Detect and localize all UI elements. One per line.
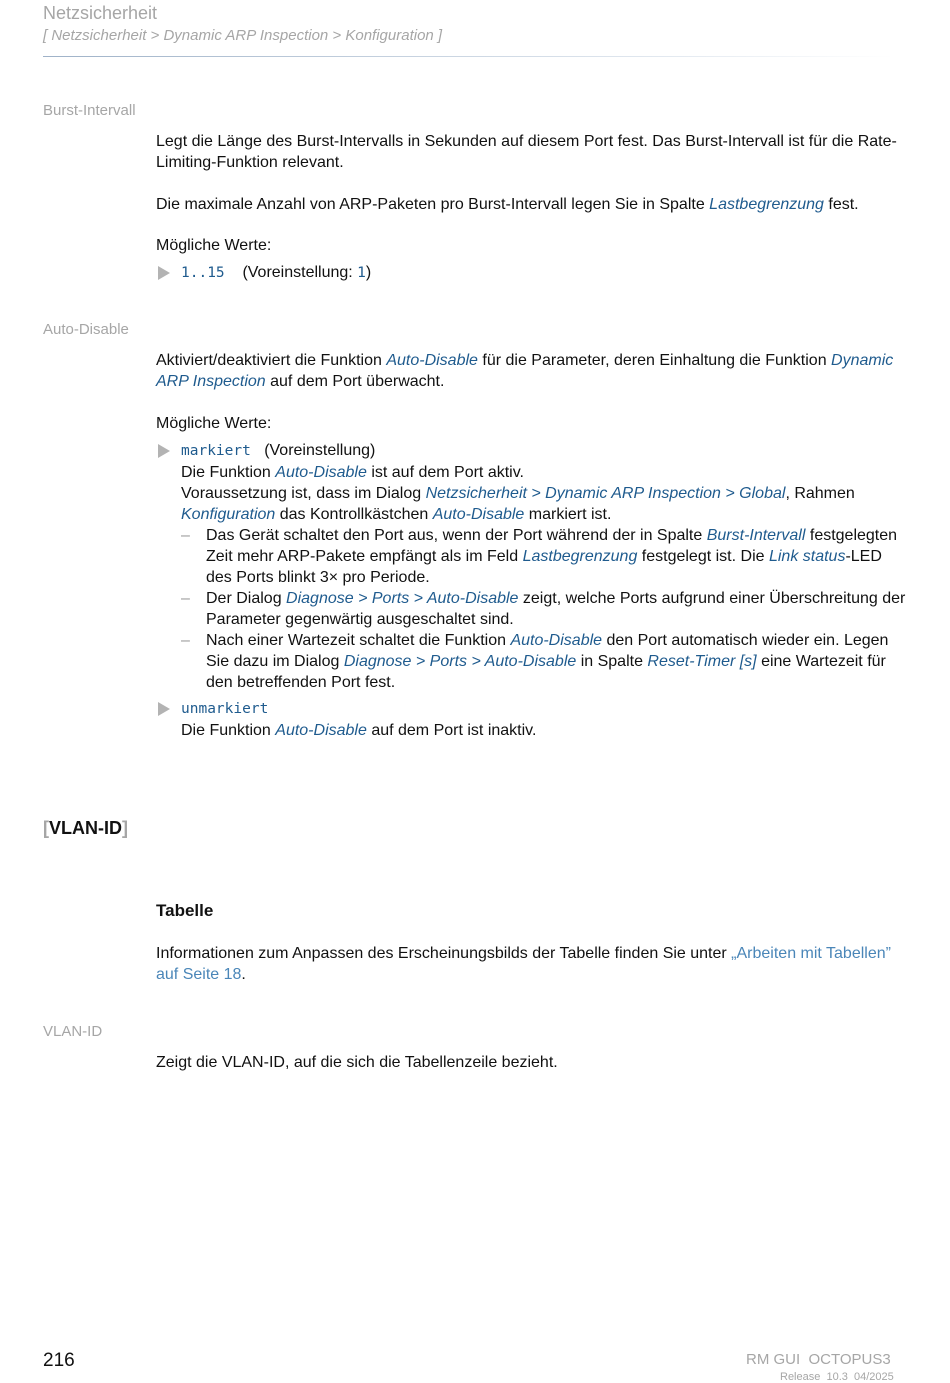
burst-interval-paragraph-2: Die maximale Anzahl von ARP-Paketen pro Burst-Intervall legen Sie in Spalte Lastbegrenzung fest. (156, 196, 859, 213)
breadcrumb: [ Netzsicherheit > Dynamic ARP Inspection > Konfiguration ] (43, 27, 443, 44)
vlan-id-description: Zeigt die VLAN-ID, auf die sich die Tabellenzeile bezieht. (156, 1054, 558, 1071)
auto-disable-paragraph: Aktiviert/deaktiviert die Funktion Auto-Disable für die Parameter, deren Einhaltung die Funktion Dynamic ARP Inspection auf dem Port überwacht. (156, 352, 894, 390)
dash-item-1: – Das Gerät schaltet den Port aus, wenn der Port während der in Spalte Burst-Intervall festgelegten Zeit mehr ARP-Pakete empfängt als im Feld Lastbegrenzung festgelegt ist. Die Link status-LED des Ports blinkt 3× pro Periode. (181, 527, 898, 586)
possible-values-label: Mögliche Werte: (156, 415, 272, 432)
table-heading: Tabelle (156, 901, 214, 920)
footer-release: Release 10.3 04/2025 (780, 1371, 894, 1383)
value-bullet-unmarked (156, 698, 912, 741)
value-bullet-marked: markiert (Voreinstellung) Die Funktion Auto-Disable ist auf dem Port aktiv. Voraussetzung ist, dass im Dialog Netzsicherheit > Dynamic ARP Inspection > Global, Rahmen Konfiguration das Kontrollkästchen Auto-Disable markiert ist. – Das Gerät schaltet den Port aus, wenn der Port während der in Spalte Burst-Intervall festgelegten Zeit mehr ARP-Pakete empfängt als im Feld Lastbegrenzung festgelegt ist. Die Link status-LED des Ports blinkt 3× pro Periode. – Der Dialog Diagnose > Ports > Auto-Disable zeigt, welche Ports aufgrund einer Überschreitung der Parameter gegenwärtig ausgeschaltet sind. – Nach einer Wartezeit schaltet die Funktion Auto-Disable den Port automatisch wieder ein. Legen Sie dazu im Dialog Diagnose > Ports > Auto-Disable in Spalte Reset-Timer [s] eine Wartezeit für den betreffenden Port fest. (156, 440, 912, 693)
header-divider (43, 56, 893, 57)
default-value: 1 (357, 265, 366, 281)
ref-lastbegrenzung: Lastbegrenzung (709, 196, 824, 213)
marked-line-2: Voraussetzung ist, dass im Dialog Netzsicherheit > Dynamic ARP Inspection > Global, Rahmen Konfiguration das Kontrollkästchen Auto-Disable markiert ist. (181, 485, 855, 523)
auto-disable-description (156, 350, 912, 741)
footer-doc-name: RM GUI OCTOPUS3 (746, 1351, 891, 1368)
unmarked-line-1: Die Funktion Auto-Disable auf dem Port ist inaktiv. (181, 722, 537, 739)
page-number: 216 (43, 1350, 75, 1371)
value-range: 1..15 (181, 265, 225, 281)
value-unmarked: unmarkiert (181, 701, 269, 717)
burst-interval-paragraph: Legt die Länge des Burst-Intervalls in Sekunden auf diesem Port fest. Das Burst-Intervall ist für die Rate-Limiting-Funktion relevant. (156, 133, 897, 171)
value-bullet-range: 1..15 (Voreinstellung: 1) (156, 262, 912, 284)
triangle-bullet-icon (158, 444, 170, 458)
triangle-bullet-icon (158, 702, 170, 716)
dash-bullet-icon: – (181, 590, 190, 607)
page-header-title: Netzsicherheit (43, 3, 158, 23)
dash-bullet-icon: – (181, 527, 190, 544)
link-working-with-tables[interactable]: „Arbeiten mit Tabellen” auf Seite 18 (156, 945, 891, 983)
table-info-paragraph: Informationen zum Anpassen des Erscheinungsbilds der Tabelle finden Sie unter „Arbeiten mit Tabellen” auf Seite 18. (156, 945, 891, 983)
value-marked: markiert (181, 443, 251, 459)
marked-line-1: Die Funktion Auto-Disable ist auf dem Port aktiv. (181, 464, 524, 481)
dash-item-3: – Nach einer Wartezeit schaltet die Funktion Auto-Disable den Port automatisch wieder ein. Legen Sie dazu im Dialog Diagnose > Ports > Auto-Disable in Spalte Reset-Timer [s] eine Wartezeit für den betreffenden Port fest. (181, 632, 889, 691)
dash-bullet-icon: – (181, 632, 190, 649)
parameter-label-vlan-id: VLAN-ID (43, 1023, 103, 1040)
section-title-vlan-id: [VLAN-ID] (43, 818, 128, 838)
parameter-label-auto-disable: Auto-Disable (43, 321, 129, 338)
triangle-bullet-icon (158, 266, 170, 280)
dash-item-2: – Der Dialog Diagnose > Ports > Auto-Disable zeigt, welche Ports aufgrund einer Überschreitung der Parameter gegenwärtig ausgeschaltet sind. (181, 590, 906, 628)
parameter-label-burst-interval: Burst-Intervall (43, 102, 136, 119)
possible-values-label: Mögliche Werte: (156, 237, 272, 254)
burst-interval-description (156, 131, 912, 284)
